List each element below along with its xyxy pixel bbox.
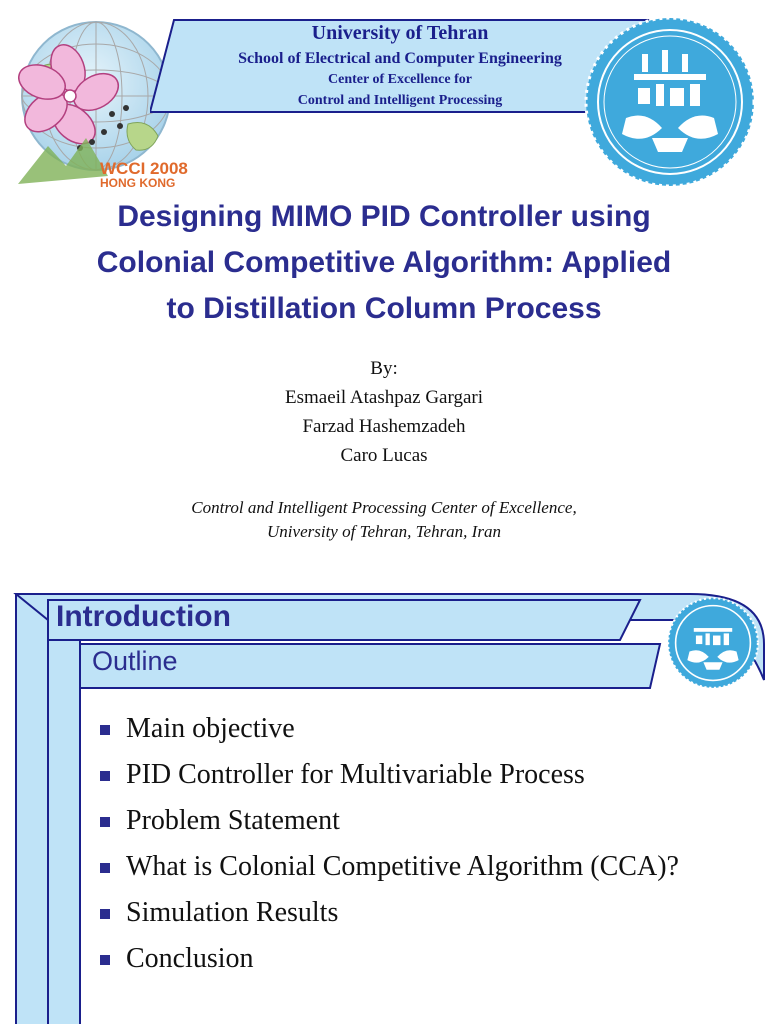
- center-name-line2: Control and Intelligent Processing: [297, 93, 503, 108]
- list-item-text: Conclusion: [126, 943, 254, 974]
- square-bullet-icon: [100, 771, 110, 781]
- author-name: Farzad Hashemzadeh: [302, 416, 466, 437]
- by-label: By:: [370, 358, 398, 379]
- university-seal-icon: [582, 14, 758, 190]
- list-item: [100, 896, 720, 930]
- authors-block: [0, 354, 768, 470]
- section-title: Introduction: [56, 600, 231, 633]
- affiliation-line: University of Tehran, Tehran, Iran: [267, 522, 501, 541]
- author-name: Caro Lucas: [340, 445, 428, 466]
- affiliation-line: Control and Intelligent Processing Center of Excellence,: [191, 498, 577, 517]
- title-line: to Distillation Column Process: [166, 292, 602, 325]
- svg-text:HONG KONG: HONG KONG: [100, 176, 176, 190]
- square-bullet-icon: [100, 725, 110, 735]
- list-item-text: Main objective: [126, 713, 295, 744]
- affiliation-block: [0, 496, 768, 544]
- university-banner: [150, 18, 650, 114]
- title-line: Designing MIMO PID Controller using: [117, 200, 651, 233]
- list-item-text: PID Controller for Multivariable Process: [126, 759, 585, 790]
- university-seal-icon: [666, 596, 760, 690]
- list-item: [100, 758, 720, 792]
- outline-list: [100, 712, 720, 988]
- list-item-text: Simulation Results: [126, 897, 339, 928]
- list-item: [100, 804, 720, 838]
- center-name-line1: Center of Excellence for: [328, 72, 472, 87]
- square-bullet-icon: [100, 863, 110, 873]
- square-bullet-icon: [100, 817, 110, 827]
- list-item: [100, 942, 720, 976]
- list-item-text: Problem Statement: [126, 805, 340, 836]
- svg-text:WCCI 2008: WCCI 2008: [100, 159, 188, 178]
- presentation-title: [20, 194, 748, 332]
- title-line: Colonial Competitive Algorithm: Applied: [96, 246, 672, 279]
- author-name: Esmaeil Atashpaz Gargari: [284, 387, 484, 408]
- school-name: School of Electrical and Computer Engineering: [238, 50, 562, 67]
- subsection-title: Outline: [92, 646, 178, 676]
- square-bullet-icon: [100, 909, 110, 919]
- square-bullet-icon: [100, 955, 110, 965]
- list-item: [100, 850, 720, 884]
- list-item-text: What is Colonial Competitive Algorithm (CCA)?: [126, 851, 679, 882]
- list-item: [100, 712, 720, 746]
- outline-slide: [0, 580, 768, 1024]
- university-name: University of Tehran: [311, 22, 489, 44]
